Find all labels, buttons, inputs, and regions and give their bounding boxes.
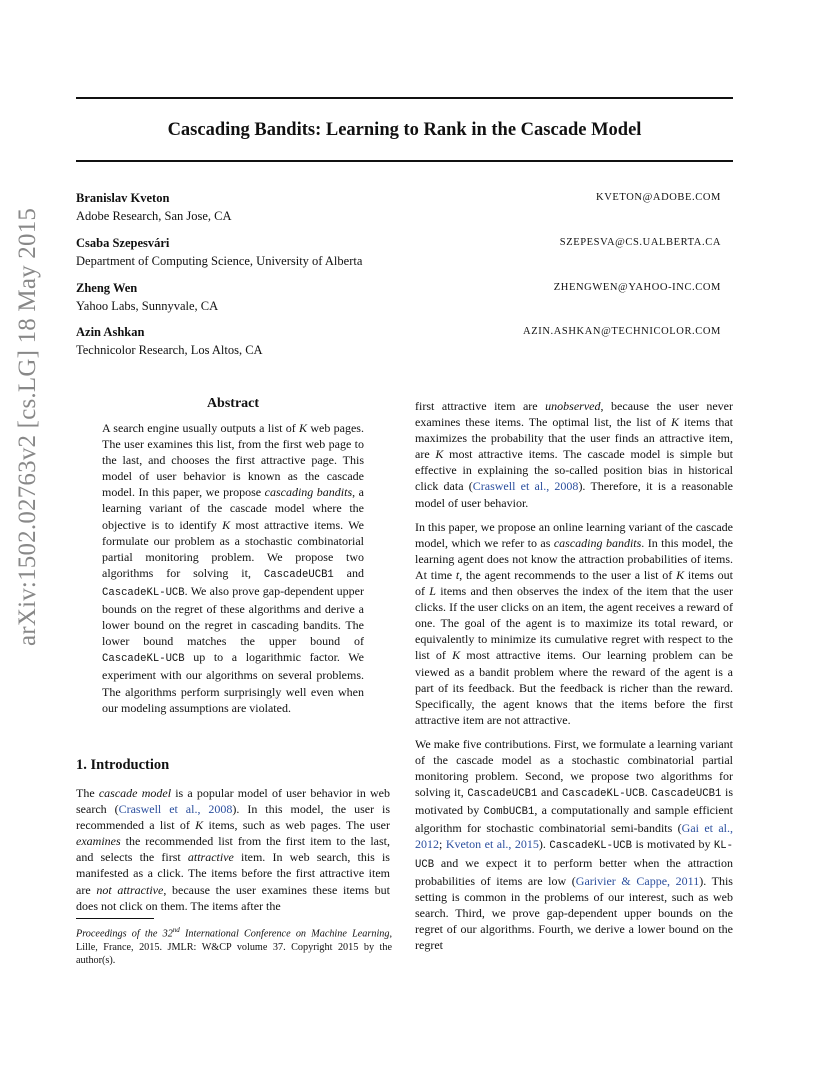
author-block <box>76 323 733 359</box>
citation-link[interactable]: Kveton et al., 2015 <box>445 837 539 852</box>
title-rule-bottom <box>76 160 733 162</box>
citation-link[interactable]: Craswell et al., 2008 <box>118 802 233 817</box>
abstract-heading: Abstract <box>206 396 260 411</box>
author-email[interactable]: AZIN.ASHKAN@TECHNICOLOR.COM <box>523 326 721 337</box>
body-paragraph: first attractive item are unobserved, because the user never examines these items. The optimal list, the list of K items that maximizes the probability that the user finds an attractive item, are K most attractive items. The cascade model is simple but effective in explaining the so-called position bias in historical click data (Craswell et al., 2008). Therefore, it is a reasonable model of user behavior. <box>415 399 734 510</box>
citation-link[interactable]: Garivier & Cappe, 2011 <box>575 873 700 888</box>
author-block <box>76 189 733 225</box>
right-column <box>415 398 733 961</box>
author-name: Azin Ashkan <box>76 325 145 339</box>
author-name: Branislav Kveton <box>76 191 170 205</box>
author-email[interactable]: SZEPESVA@CS.UALBERTA.CA <box>559 237 721 248</box>
author-affiliation: Yahoo Labs, Sunnyvale, CA <box>76 299 219 313</box>
abstract-text: A search engine usually outputs a list of K web pages. The user examines this list, from the first web page to the last, and chooses the first attractive page. This model of user behavior is known as the cascade model. In this paper, we propose cascading bandits, a learning variant of the cascade model where the objective is to identify K most attractive items. We formulate our problem as a stochastic combinatorial partial monitoring problem. We propose two algorithms for solving it, CascadeUCB1 and CascadeKL-UCB. We also prove gap-dependent upper bounds on the regret of these algorithms and derive a lower bound on the regret in cascading bandits. The lower bound matches the upper bound of CascadeKL-UCB up to a logarithmic factor. We experiment with our algorithms on several problems. The algorithms perform surprisingly well even when our modeling assumptions are violated. <box>102 421 365 715</box>
author-affiliation: Adobe Research, San Jose, CA <box>76 209 232 223</box>
author-block <box>76 234 733 270</box>
author-email[interactable]: ZHENGWEN@YAHOO-INC.COM <box>553 282 721 293</box>
footnote-rule <box>76 918 154 919</box>
author-block <box>76 279 733 315</box>
body-paragraph: In this paper, we propose an online learning variant of the cascade model, which we refer to as cascading bandits. In this model, the learning agent does not know the attraction probabilities of items. At time t, the agent recommends to the user a list of K items out of L items and then observes the index of the item that the user clicks. If the user clicks on an item, the agent receives a reward of one. The goal of the agent is to maximize its total reward, or equivalently to minimize its cumulative regret with respect to the list of K most attractive items. Our learning problem can be viewed as a bandit problem where the reward of the agent is a part of its feedback. But the feedback is richer than the reward. Specifically, the agent knows that the items before the first attractive item are not attractive. <box>415 519 734 727</box>
author-email[interactable]: KVETON@ADOBE.COM <box>596 192 721 203</box>
section-heading-introduction: 1. Introduction <box>76 757 170 773</box>
footnote: Proceedings of the 32nd International Conference on Machine Learning, Lille, France, 2015. JMLR: W&CP volume 37. Copyright 2015 by the author(s). <box>76 926 393 967</box>
title-rule-top <box>76 97 733 99</box>
author-affiliation: Department of Computing Science, University of Alberta <box>76 254 363 268</box>
intro-paragraph: The cascade model is a popular model of user behavior in web search (Craswell et al., 2008). In this model, the user is recommended a list of K items, such as web pages. The user examines the recommended list from the first item to the last, and selects the first attractive item. In web search, this is manifested as a click. The items before the first attractive item are not attractive, because the user examines these items but does not click on them. The items after the <box>76 786 391 913</box>
author-affiliation: Technicolor Research, Los Altos, CA <box>76 343 263 357</box>
citation-link[interactable]: Craswell et al., 2008 <box>472 479 579 494</box>
citation-link[interactable]: Gai et al., 2012 <box>415 821 733 852</box>
author-name: Zheng Wen <box>76 281 138 295</box>
arxiv-stamp: arXiv:1502.02763v2 [cs.LG] 18 May 2015 <box>14 207 41 646</box>
paper-title: Cascading Bandits: Learning to Rank in the Cascade Model <box>167 120 642 140</box>
body-paragraph: We make five contributions. First, we formulate a learning variant of the cascade model as a stochastic combinatorial partial monitoring problem. Second, we propose two algorithms for solving it, CascadeUCB1 and CascadeKL-UCB. CascadeUCB1 is motivated by CombUCB1, a computationally and sample efficient algorithm for stochastic combinatorial semi-bandits (Gai et al., 2012; Kveton et al., 2015). CascadeKL-UCB is motivated by KL-UCB and we expect it to perform better when the attraction probabilities of items are low (Garivier & Cappe, 2011). This setting is common in the problems of our interest, such as web search. Third, we prove gap-dependent upper bounds on the regret of our algorithms. Fourth, we derive a lower bound on the regret <box>415 736 734 952</box>
author-name: Csaba Szepesvári <box>76 236 170 250</box>
